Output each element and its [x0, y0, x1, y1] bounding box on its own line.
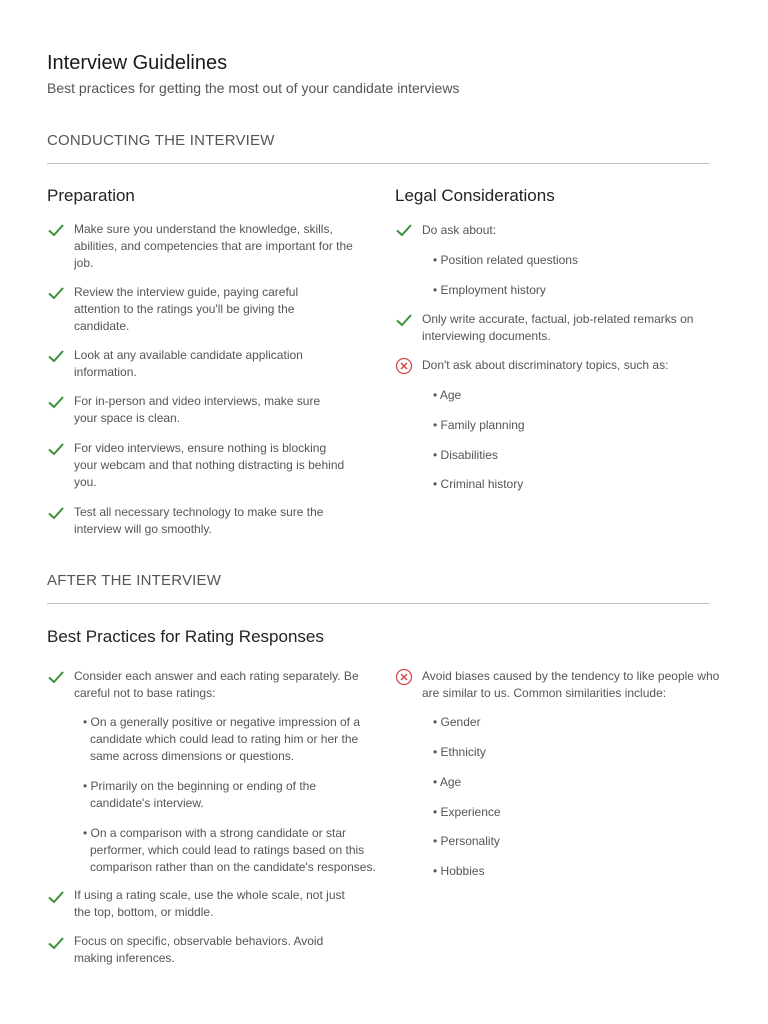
sub-list-item: • On a comparison with a strong candidate or star performer, which could lead to ratings based on this comparison rather than on the candidate's responses. — [83, 826, 376, 874]
list-item: Review the interview guide, paying careful attention to the ratings you'll be giving the candidate. — [74, 285, 299, 333]
section-title-after: AFTER THE INTERVIEW — [47, 572, 222, 589]
list-item: Consider each answer and each rating separately. Be careful not to base ratings: — [74, 669, 359, 700]
list-item: Focus on specific, observable behaviors. Avoid making inferences. — [74, 934, 324, 965]
list-item: Don't ask about discriminatory topics, such as: — [422, 358, 669, 372]
check-icon — [47, 504, 65, 522]
list-item: Do ask about: — [422, 223, 497, 237]
sub-list-item: • Employment history — [433, 283, 546, 297]
sub-list-item: • Criminal history — [433, 477, 524, 491]
check-icon — [395, 221, 413, 239]
check-icon — [47, 284, 65, 302]
page-title: Interview Guidelines — [47, 52, 228, 74]
list-item: Test all necessary technology to make sure the interview will go smoothly. — [74, 505, 324, 536]
check-icon — [47, 221, 65, 239]
page-subtitle: Best practices for getting the most out of your candidate interviews — [47, 80, 460, 96]
rating-practices-title: Best Practices for Rating Responses — [47, 627, 324, 646]
sub-list-item: • Position related questions — [433, 253, 578, 267]
section-title-conducting: CONDUCTING THE INTERVIEW — [47, 132, 275, 149]
x-circle-icon — [395, 668, 413, 686]
check-icon — [47, 668, 65, 686]
legal-considerations-title: Legal Considerations — [395, 186, 555, 205]
list-item: Make sure you understand the knowledge, skills, abilities, and competencies that are important for the job. — [74, 222, 353, 270]
sub-list-item: • Hobbies — [433, 864, 485, 878]
sub-list-item: • Experience — [433, 805, 501, 819]
check-icon — [47, 888, 65, 906]
preparation-title: Preparation — [47, 186, 135, 205]
section-divider — [47, 163, 710, 164]
sub-list-item: • Age — [433, 388, 462, 402]
check-icon — [47, 393, 65, 411]
sub-list-item: • Ethnicity — [433, 745, 486, 759]
sub-list-item: • Gender — [433, 715, 481, 729]
list-item: If using a rating scale, use the whole scale, not just the top, bottom, or middle. — [74, 888, 345, 919]
list-item: Only write accurate, factual, job-related remarks on interviewing documents. — [422, 312, 694, 343]
sub-list-item: • On a generally positive or negative impression of a candidate which could lead to rating him or her the same across dimensions or questions. — [83, 715, 361, 763]
sub-list-item: • Disabilities — [433, 448, 498, 462]
section-divider — [47, 603, 710, 604]
check-icon — [47, 934, 65, 952]
sub-list-item: • Age — [433, 775, 462, 789]
sub-list-item: • Family planning — [433, 418, 525, 432]
list-item: Look at any available candidate application information. — [74, 348, 303, 379]
check-icon — [47, 347, 65, 365]
sub-list-item: • Personality — [433, 834, 500, 848]
check-icon — [47, 440, 65, 458]
list-item: Avoid biases caused by the tendency to like people who are similar to us. Common similarities include: — [422, 669, 720, 700]
x-circle-icon — [395, 357, 413, 375]
list-item: For video interviews, ensure nothing is blocking your webcam and that nothing distracting is behind you. — [74, 441, 345, 489]
sub-list-item: • Primarily on the beginning or ending of the candidate's interview. — [83, 779, 317, 810]
check-icon — [395, 311, 413, 329]
list-item: For in-person and video interviews, make sure your space is clean. — [74, 394, 321, 425]
